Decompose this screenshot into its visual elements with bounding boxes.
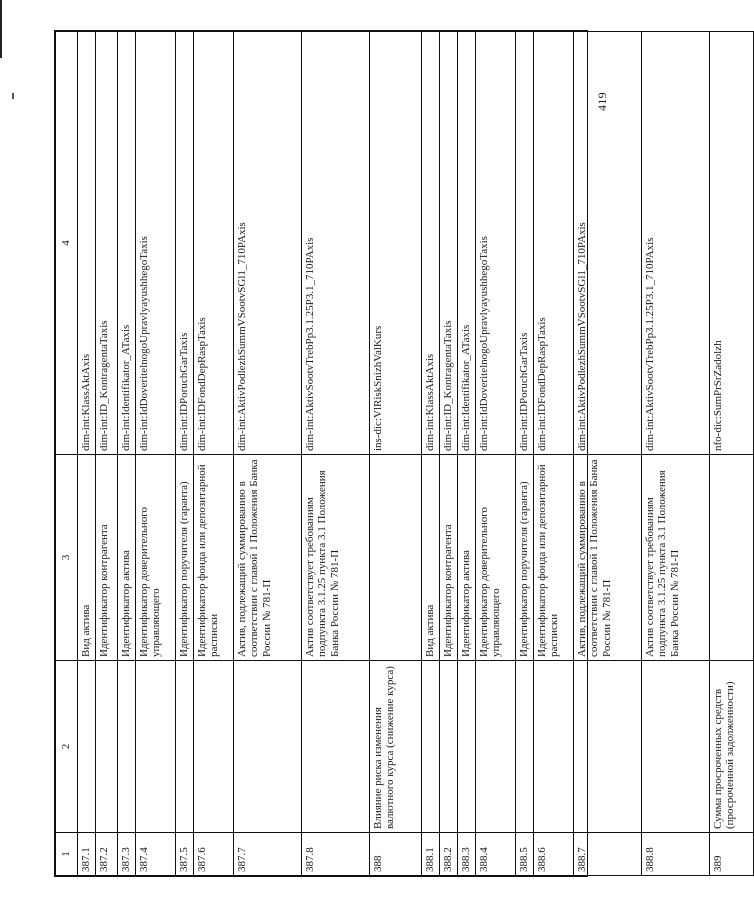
- row-description: Идентификатор контрагента: [439, 455, 457, 661]
- row-code: dim-int:ID_KontragentaTaxis: [439, 32, 457, 455]
- row-name: [233, 661, 301, 833]
- row-name: Сумма просроченных средств (просроченной задолженности): [709, 661, 753, 833]
- row-description: Идентификатор фонда или депозитарной расписки: [533, 455, 573, 661]
- row-code: dim-int:AktivPodlezhSummVSootvSGl1_710PAxis: [573, 32, 641, 455]
- row-code: dim-int:IdDoveritelnogoUpravlyayushhegoTaxis: [135, 32, 175, 455]
- row-code: dim-int:ID_KontragentaTaxis: [95, 32, 117, 455]
- row-description: Актив, подлежащий суммированию в соответствии с главой 1 Положения Банка России № 781-П: [233, 455, 301, 661]
- table-row: [175, 32, 193, 876]
- row-number: 388.1: [421, 833, 439, 876]
- row-number: 389: [709, 833, 753, 876]
- row-number: 387.6: [193, 833, 233, 876]
- row-code: dim-int:IdDoveritelnogoUpravlyayushhegoTaxis: [475, 32, 515, 455]
- row-number: 388.5: [515, 833, 533, 876]
- table-row: [369, 32, 421, 876]
- row-number: 388.8: [641, 833, 709, 876]
- row-description: Идентификатор доверительного управляющего: [135, 455, 175, 661]
- row-number: 388.7: [573, 833, 641, 876]
- row-description: [709, 455, 753, 661]
- row-description: Идентификатор актива: [457, 455, 475, 661]
- table-row: [135, 32, 175, 876]
- row-name: [95, 661, 117, 833]
- table-row: [457, 32, 475, 876]
- row-name: [439, 661, 457, 833]
- page-number-text: 419: [594, 91, 609, 111]
- row-name: [475, 661, 515, 833]
- scan-edge-line: [0, 0, 2, 58]
- row-code: dim-int:Identifikator_ATaxis: [457, 32, 475, 455]
- row-code: dim-int:IDFondDepRaspTaxis: [533, 32, 573, 455]
- table-row: [533, 32, 573, 876]
- row-description: Идентификатор актива: [117, 455, 135, 661]
- row-description: Идентификатор поручителя (гаранта): [515, 455, 533, 661]
- row-description: Актив соответствует требованиям подпункта 3.1.25 пункта 3.1 Положения Банка России № 781-П: [301, 455, 369, 661]
- row-number: 387.8: [301, 833, 369, 876]
- row-description: [369, 455, 421, 661]
- table-row: [301, 32, 369, 876]
- row-number: 387.4: [135, 833, 175, 876]
- table-row: [515, 32, 533, 876]
- row-description: Актив соответствует требованиям подпункта 3.1.25 пункта 3.1 Положения Банка России № 781-П: [641, 455, 709, 661]
- row-name: [515, 661, 533, 833]
- row-name: [641, 661, 709, 833]
- row-description: Актив, подлежащий суммированию в соответствии с главой 1 Положения Банка России № 781-П: [573, 455, 641, 661]
- row-description: Вид актива: [421, 455, 439, 661]
- column-header-4: 4: [56, 32, 78, 455]
- row-name: [533, 661, 573, 833]
- row-code: dim-int:KlassAktAxis: [421, 32, 439, 455]
- table-body: [56, 32, 754, 876]
- table-row: [439, 32, 457, 876]
- row-name: Влияние риска изменения валютного курса (снижение курса): [369, 661, 421, 833]
- row-number: 388.2: [439, 833, 457, 876]
- row-code: dim-int:Identifikator_ATaxis: [117, 32, 135, 455]
- row-code: dim-int:IDPoruchGarTaxis: [515, 32, 533, 455]
- row-description: Идентификатор контрагента: [95, 455, 117, 661]
- row-number: 387.3: [117, 833, 135, 876]
- column-header-3: 3: [56, 455, 78, 661]
- table-row: [117, 32, 135, 876]
- row-number: 387.5: [175, 833, 193, 876]
- row-code: dim-int:KlassAktAxis: [78, 32, 96, 455]
- row-code: ins-dic:VlRiskSnizhValKurs: [369, 32, 421, 455]
- table-row: [475, 32, 515, 876]
- row-code: dim-int:AktivSootvTrebPp3.1.25P3.1_710PAxis: [641, 32, 709, 455]
- row-description: Идентификатор доверительного управляющего: [475, 455, 515, 661]
- row-name: [301, 661, 369, 833]
- row-code: dim-int:AktivSootvTrebPp3.1.25P3.1_710PAxis: [301, 32, 369, 455]
- row-code: dim-int:AktivPodlezhSummVSootvSGl1_710PAxis: [233, 32, 301, 455]
- table-header-row: [56, 32, 78, 876]
- row-number: 388.3: [457, 833, 475, 876]
- row-number: 388.4: [475, 833, 515, 876]
- page-number: [592, 86, 612, 116]
- row-number: 387.1: [78, 833, 96, 876]
- row-description: Вид актива: [78, 455, 96, 661]
- row-code: dim-int:IDFondDepRaspTaxis: [193, 32, 233, 455]
- column-header-2: 2: [56, 661, 78, 833]
- table-row: [709, 32, 753, 876]
- row-description: Идентификатор поручителя (гаранта): [175, 455, 193, 661]
- scan-artifact-mark: [12, 93, 14, 99]
- row-code: dim-int:IDPoruchGarTaxis: [175, 32, 193, 455]
- row-name: [135, 661, 175, 833]
- row-description: Идентификатор фонда или депозитарной расписки: [193, 455, 233, 661]
- row-name: [175, 661, 193, 833]
- row-name: [117, 661, 135, 833]
- row-name: [193, 661, 233, 833]
- column-header-1: 1: [56, 833, 78, 876]
- table-row: [641, 32, 709, 876]
- data-table: [55, 31, 754, 876]
- row-number: 388.6: [533, 833, 573, 876]
- table-row: [193, 32, 233, 876]
- table-row: [233, 32, 301, 876]
- row-number: 387.7: [233, 833, 301, 876]
- row-code: nfo-dic:SumPrSrZadolzh: [709, 32, 753, 455]
- row-name: [573, 661, 641, 833]
- row-name: [457, 661, 475, 833]
- table-row: [573, 32, 641, 876]
- table-row: [421, 32, 439, 876]
- table-row: [78, 32, 96, 876]
- row-name: [78, 661, 96, 833]
- row-number: 387.2: [95, 833, 117, 876]
- row-name: [421, 661, 439, 833]
- row-number: 388: [369, 833, 421, 876]
- table-row: [95, 32, 117, 876]
